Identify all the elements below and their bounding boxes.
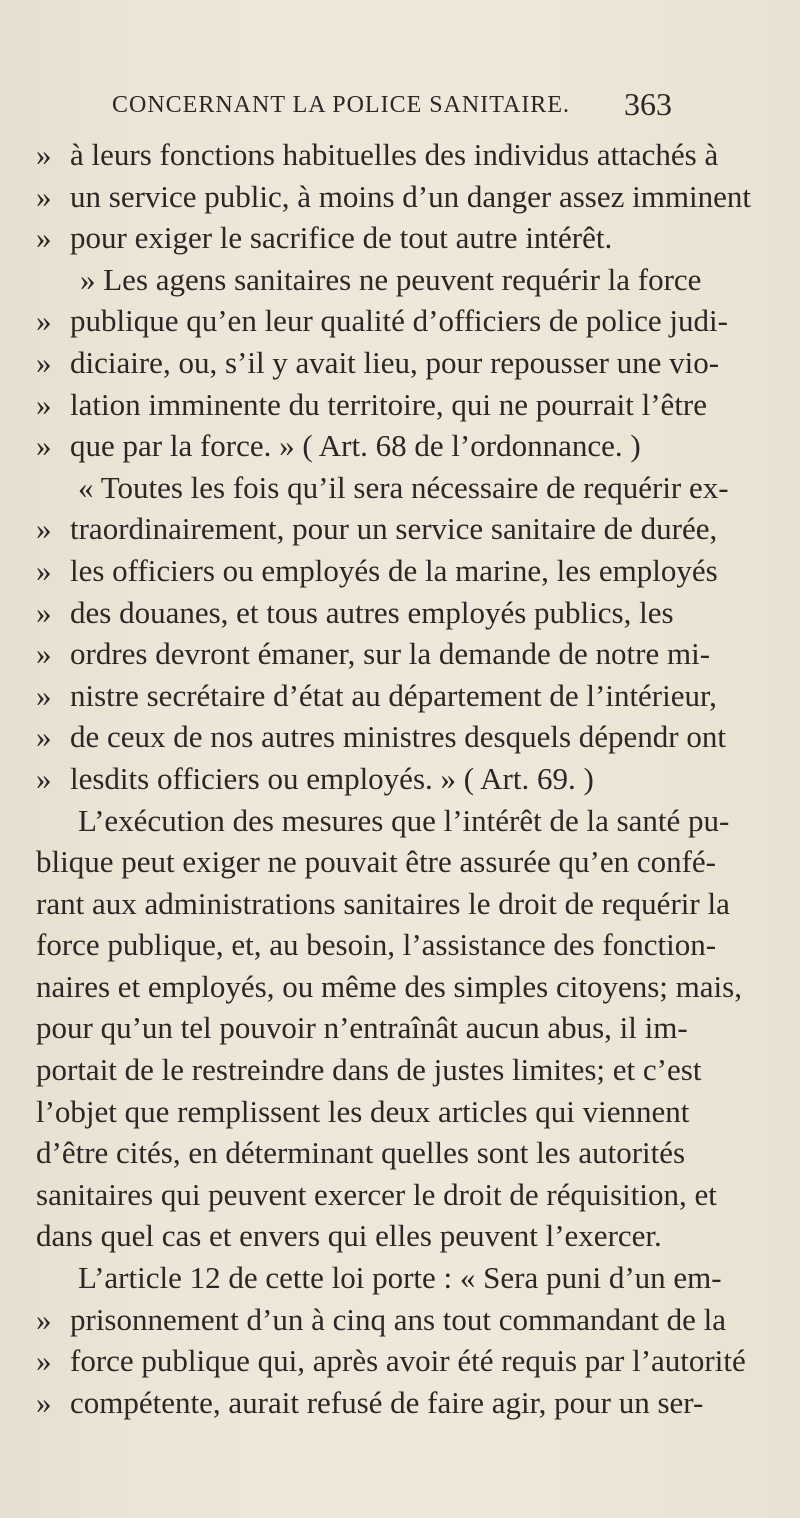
- text-line: [36, 1382, 716, 1424]
- text-line: [36, 384, 716, 426]
- quote-mark: »: [36, 1384, 52, 1420]
- line-text: prisonnement d’un à cinq ans tout commandant de la: [70, 1301, 726, 1337]
- quote-mark: »: [36, 511, 52, 547]
- line-text: rant aux administrations sanitaires le droit de requérir la: [36, 885, 730, 921]
- text-line: [36, 1340, 746, 1382]
- text-line: [36, 800, 730, 842]
- line-text: ordres devront émaner, sur la demande de notre mi-: [70, 636, 711, 672]
- line-text: diciaire, ou, s’il y avait lieu, pour repousser une vio-: [70, 344, 720, 380]
- line-text: lation imminente du territoire, qui ne pourrait l’être: [70, 386, 708, 422]
- text-line: [36, 134, 719, 176]
- line-text: compétente, aurait refusé de faire agir, pour un ser-: [70, 1384, 704, 1420]
- text-line: [36, 217, 716, 259]
- quote-mark: »: [36, 137, 52, 172]
- page-header: [112, 86, 672, 132]
- quote-mark: »: [36, 760, 52, 796]
- text-line: [36, 966, 742, 1008]
- line-text: l’objet que remplissent les deux articles qui viennent: [36, 1093, 690, 1129]
- line-text: force publique, et, au besoin, l’assistance des fonction-: [36, 927, 717, 963]
- line-text: que par la force. » ( Art. 68 de l’ordonnance. ): [70, 428, 641, 464]
- text-line: [36, 1091, 716, 1133]
- quote-mark: »: [36, 594, 52, 630]
- quote-mark: »: [36, 220, 52, 256]
- text-line: [36, 1174, 716, 1216]
- line-text: L’article 12 de cette loi porte : « Sera puni d’un em-: [78, 1260, 722, 1296]
- line-text: naires et employés, ou même des simples citoyens; mais,: [36, 968, 742, 1004]
- quote-mark: »: [36, 552, 52, 588]
- line-text: à leurs fonctions habituelles des individus attachés à: [70, 137, 719, 172]
- line-text: sanitaires qui peuvent exercer le droit de réquisition, et: [36, 1176, 717, 1212]
- quote-mark: »: [36, 344, 52, 380]
- quote-mark: »: [36, 636, 52, 672]
- line-text: dans quel cas et envers qui elles peuvent l’exercer.: [36, 1218, 662, 1254]
- line-text: force publique qui, après avoir été requis par l’autorité: [70, 1343, 746, 1379]
- text-line: [36, 259, 716, 301]
- page-body: [36, 134, 751, 1423]
- text-line: [36, 342, 720, 384]
- text-line: [36, 633, 716, 675]
- text-line: [36, 508, 716, 550]
- text-line: [36, 176, 751, 218]
- quote-mark: »: [36, 1343, 52, 1379]
- line-text: des douanes, et tous autres employés publics, les: [70, 594, 674, 630]
- text-line: [36, 550, 716, 592]
- quote-mark: »: [36, 719, 52, 755]
- text-line: [36, 883, 730, 925]
- line-text: de ceux de nos autres ministres desquels dépendr ont: [70, 719, 726, 755]
- text-line: [36, 300, 728, 342]
- text-line: [36, 675, 716, 717]
- quote-mark: »: [36, 428, 52, 464]
- line-text: lesdits officiers ou employés. » ( Art. 69. ): [70, 760, 594, 796]
- line-text: un service public, à moins d’un danger assez imminent: [70, 178, 751, 214]
- text-line: [36, 425, 716, 467]
- line-text: L’exécution des mesures que l’intérêt de la santé pu-: [78, 802, 730, 838]
- text-line: [36, 1132, 716, 1174]
- text-line: [36, 1215, 716, 1257]
- text-line: [36, 716, 726, 758]
- line-text: nistre secrétaire d’état au département de l’intérieur,: [70, 677, 717, 713]
- quote-mark: »: [36, 677, 52, 713]
- line-text: d’être cités, en déterminant quelles sont les autorités: [36, 1135, 686, 1171]
- running-head: CONCERNANT LA POLICE SANITAIRE.: [112, 92, 570, 118]
- page-number: 363: [624, 86, 672, 122]
- text-line: [36, 841, 716, 883]
- line-text: publique qu’en leur qualité d’officiers de police judi-: [70, 303, 728, 339]
- line-text: pour exiger le sacrifice de tout autre intérêt.: [70, 220, 613, 256]
- quote-mark: »: [36, 303, 52, 339]
- quote-mark: »: [36, 386, 52, 422]
- quote-mark: »: [36, 1301, 52, 1337]
- line-text: blique peut exiger ne pouvait être assurée qu’en confé-: [36, 844, 716, 880]
- line-text: » Les agens sanitaires ne peuvent requérir la force: [80, 261, 702, 297]
- quote-mark: »: [36, 178, 52, 214]
- text-line: [36, 1257, 722, 1299]
- text-line: [36, 1007, 716, 1049]
- text-line: [36, 1299, 726, 1341]
- text-line: [36, 924, 716, 966]
- line-text: pour qu’un tel pouvoir n’entraînât aucun abus, il im-: [36, 1010, 688, 1046]
- text-line: [36, 758, 716, 800]
- line-text: « Toutes les fois qu’il sera nécessaire de requérir ex-: [78, 469, 729, 505]
- text-line: [36, 467, 729, 509]
- line-text: les officiers ou employés de la marine, les employés: [70, 552, 718, 588]
- line-text: traordinairement, pour un service sanitaire de durée,: [70, 511, 718, 547]
- line-text: portait de le restreindre dans de justes limites; et c’est: [36, 1052, 702, 1088]
- text-line: [36, 592, 716, 634]
- text-line: [36, 1049, 716, 1091]
